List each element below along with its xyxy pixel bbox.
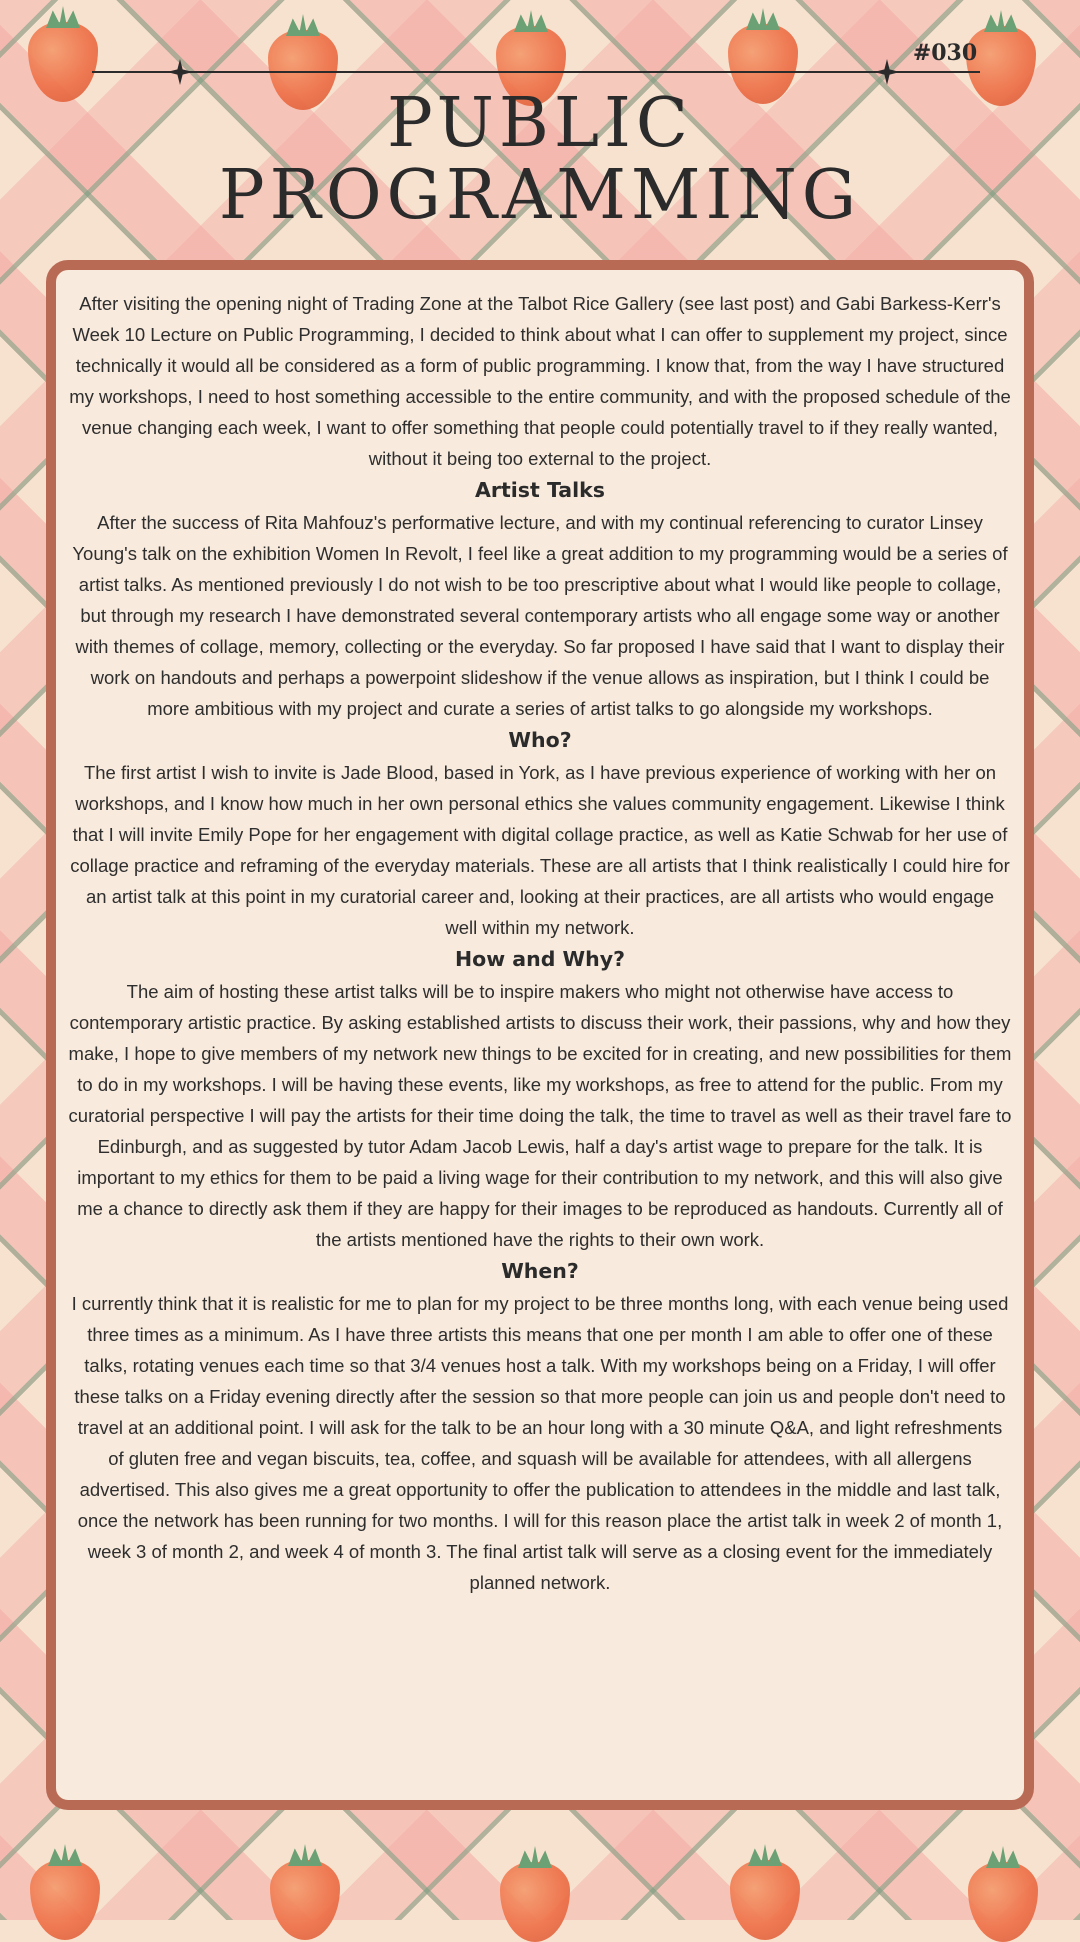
intro-paragraph: After visiting the opening night of Trading Zone at the Talbot Rice Gallery (see last post) and Gabi Barkess-Kerr's Week 10 Lecture on Public Programming, I decided to think about what I can offer to supplement my project, since technically it would all be considered as a form of public programming. I know that, from the way I have structured my workshops, I need to host something accessible to the entire community, and with the proposed schedule of the venue changing each week, I want to offer something that people could potentially travel to if they really wanted, without it being too external to the project. [69, 293, 1011, 469]
when-paragraph: I currently think that it is realistic for me to plan for my project to be three months long, with each venue being used three times as a minimum. As I have three artists this means that one per month I am able to offer one of these talks, rotating venues each time so that 3/4 venues host a talk. With my workshops being on a Friday, I will offer these talks on a Friday evening directly after the session so that more people can join us and people don't need to travel at an additional point. I will ask for the talk to be an hour long with a 30 minute Q&A, and light refreshments of gluten free and vegan biscuits, tea, coffee, and squash will be available for attendees, with all allergens advertised. This also gives me a great opportunity to offer the publication to attendees in the middle and last talk, once the network has been running for two months. I will for this reason place the artist talk in week 2 of month 1, week 3 of month 2, and week 4 of month 3. The final artist talk will serve as a closing event for the immediately planned network. [71, 1293, 1009, 1593]
header-divider-line [92, 71, 980, 73]
how-and-why-heading: How and Why? [454, 947, 626, 971]
artist-talks-paragraph: After the success of Rita Mahfouz's performative lecture, and with my continual referencing to curator Linsey Young's talk on the exhibition Women In Revolt, I feel like a great addition to my programming would be a series of artist talks. As mentioned previously I do not wish to be too prescriptive about what I would like people to collage, but through my research I have demonstrated several contemporary artists who all engage some way or another with themes of collage, memory, collecting or the everyday. So far proposed I have said that I want to display their work on handouts and perhaps a powerpoint slideshow if the venue allows as inspiration, but I think I could be more ambitious with my project and curate a series of artist talks to go alongside my workshops. [72, 512, 1008, 719]
article-body [56, 270, 1024, 1598]
how-and-why-paragraph: The aim of hosting these artist talks will be to inspire makers who might not otherwise have access to contemporary artistic practice. By asking established artists to discuss their work, their passions, why and how they make, I hope to give members of my network new things to be excited for in creating, and new possibilities for them to do in my workshops. I will be having these events, like my workshops, as free to attend for the public. From my curatorial perspective I will pay the artists for their time doing the talk, the time to travel as well as their travel fare to Edinburgh, and as suggested by tutor Adam Jacob Lewis, half a day's artist wage to prepare for the talk. It is important to my ethics for them to be paid a living wage for their contribution to my network, and this will also give me a chance to directly ask them if they are happy for their images to be reproduced as handouts. Currently all of the artists mentioned have the rights to their own work. [68, 981, 1012, 1250]
page-title [0, 84, 1080, 235]
strawberry-icon [270, 1860, 340, 1940]
page-title-line-2: PROGRAMMING [218, 156, 862, 235]
strawberry-icon [968, 1862, 1038, 1942]
page-title-line-1: PUBLIC [387, 84, 693, 163]
article-card [46, 260, 1034, 1810]
artist-talks-heading: Artist Talks [475, 478, 605, 502]
strawberry-icon [500, 1862, 570, 1942]
issue-number: #030 [912, 40, 978, 66]
when-heading: When? [501, 1259, 579, 1283]
who-heading: Who? [508, 728, 572, 752]
strawberry-icon [730, 1860, 800, 1940]
who-paragraph: The first artist I wish to invite is Jade Blood, based in York, as I have previous experience of working with her on workshops, and I know how much in her own personal ethics she values community engagement. Likewise I think that I will invite Emily Pope for her engagement with digital collage practice, as well as Katie Schwab for her use of collage practice and reframing of the everyday materials. These are all artists that I think realistically I could hire for an artist talk at this point in my curatorial career and, looking at their practices, are all artists who would engage well within my network. [70, 762, 1010, 938]
strawberry-icon [30, 1860, 100, 1940]
